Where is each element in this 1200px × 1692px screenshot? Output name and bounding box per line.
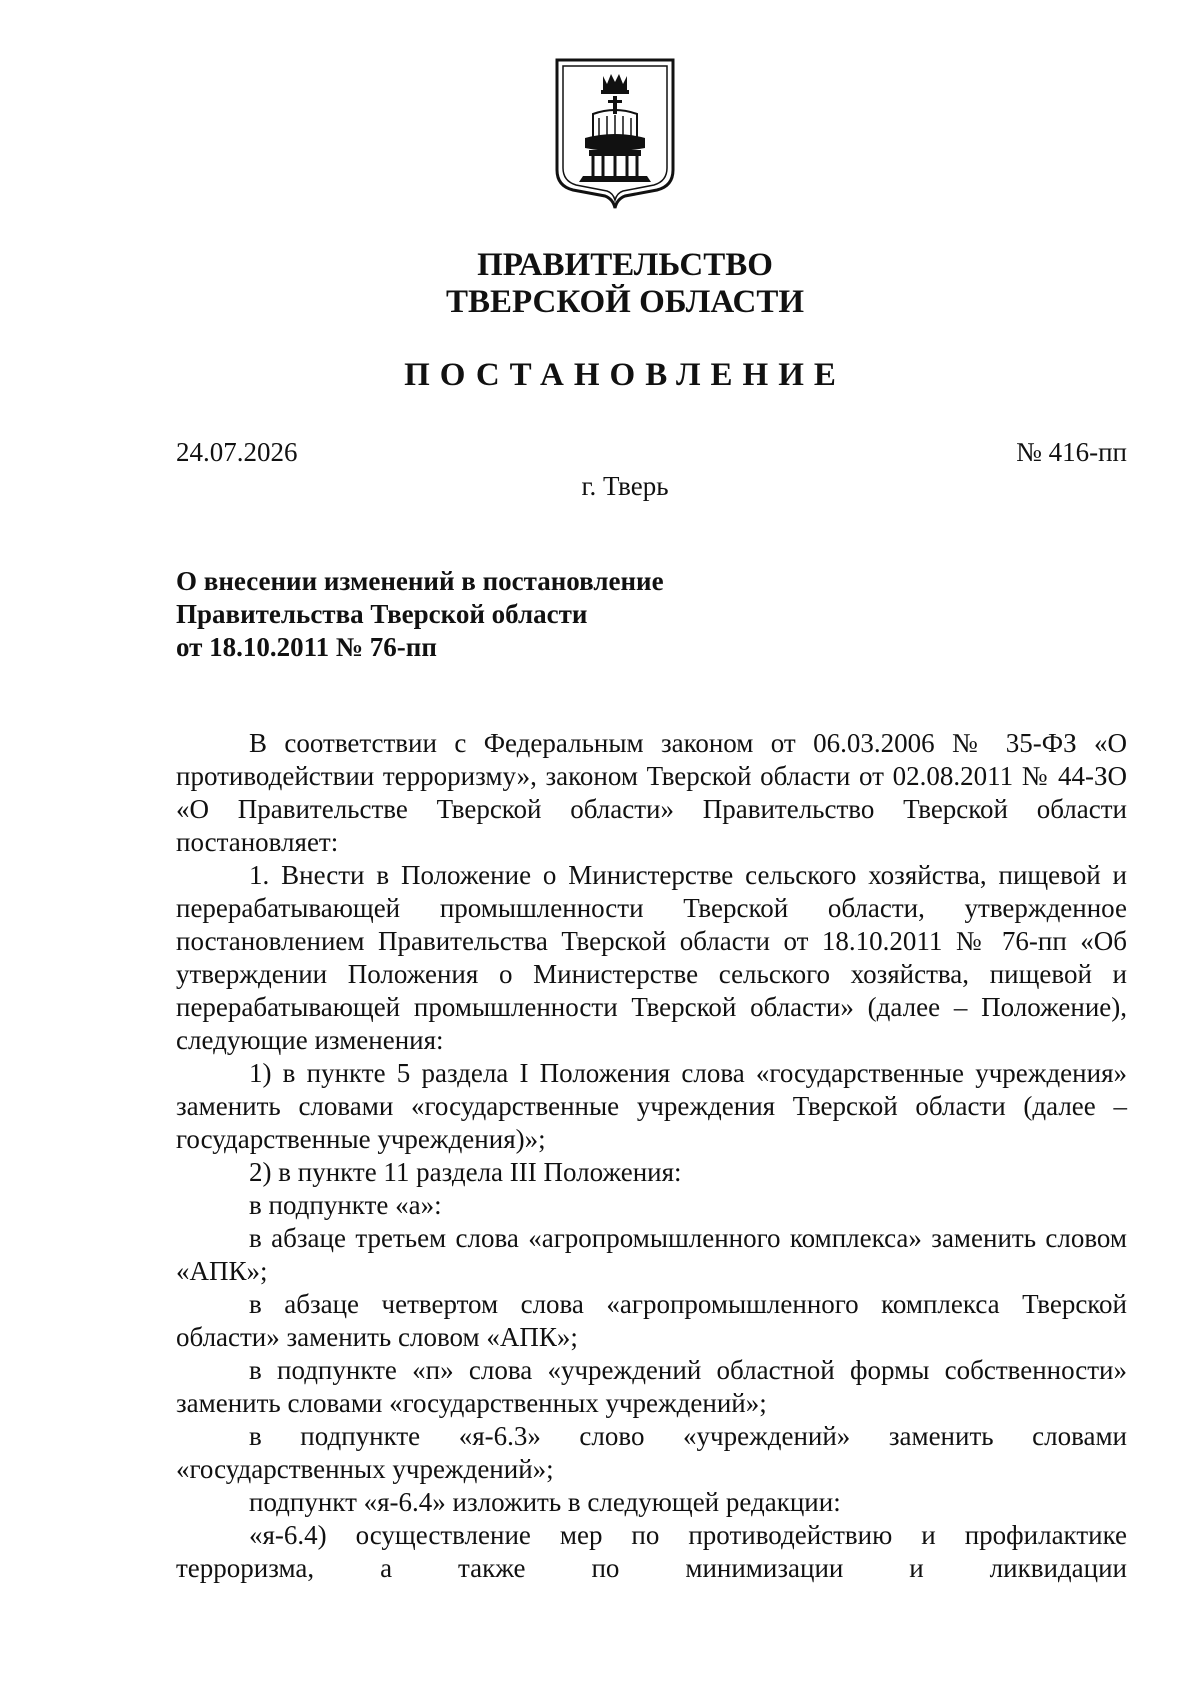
document-body [176, 727, 1127, 1585]
body-paragraph: в подпункте «я-6.3» слово «учреждений» заменить словами «государственных учреждений»; [176, 1421, 1127, 1484]
subject-line1: О внесении изменений в постановление [176, 566, 664, 596]
body-paragraph: 1) в пункте 5 раздела I Положения слова «государственные учреждения» заменить словами «государственные учреждения Тверской области (далее – государственные учреждения)»; [176, 1058, 1127, 1154]
document-city: г. Тверь [581, 471, 669, 501]
body-paragraph: подпункт «я-6.4» изложить в следующей редакции: [249, 1487, 841, 1517]
document-subject [176, 565, 664, 664]
body-paragraph: 2) в пункте 11 раздела III Положения: [249, 1157, 682, 1187]
tver-region-coat-of-arms-icon [553, 58, 677, 210]
body-paragraph: в подпункте «а»: [249, 1190, 442, 1220]
body-paragraph: в абзаце четвертом слова «агропромышленного комплекса Тверской области» заменить словом «АПК»; [176, 1289, 1127, 1352]
document-date: 24.07.2026 [176, 437, 298, 467]
body-paragraph: В соответствии с Федеральным законом от 06.03.2006 № 35-ФЗ «О противодействии терроризму», законом Тверской области от 02.08.2011 № 44-ЗО «О Правительстве Тверской области» Правительство Тверской области постановляет: [176, 728, 1127, 857]
document-type: ПОСТАНОВЛЕНИЕ [404, 357, 846, 393]
body-paragraph: «я-6.4) осуществление мер по противодействию и профилактике терроризма, а также по минимизации и ликвидации [176, 1520, 1127, 1583]
government-title-line2: ТВЕРСКОЙ ОБЛАСТИ [445, 284, 805, 320]
subject-line3: от 18.10.2011 № 76-пп [176, 632, 437, 662]
body-paragraph: 1. Внести в Положение о Министерстве сельского хозяйства, пищевой и перерабатывающей промышленности Тверской области, утвержденное постановлением Правительства Тверской области от 18.10.2011 № 76-пп «Об утверждении Положения о Министерстве сельского хозяйства, пищевой и перерабатывающей промышленности Тверской области» (далее – Положение), следующие изменения: [176, 860, 1127, 1055]
body-paragraph: в абзаце третьем слова «агропромышленного комплекса» заменить словом «АПК»; [176, 1223, 1127, 1286]
body-paragraph: в подпункте «п» слова «учреждений областной формы собственности» заменить словами «государственных учреждений»; [176, 1355, 1127, 1418]
government-title-line1: ПРАВИТЕЛЬСТВО [477, 247, 773, 283]
document-number: № 416-пп [1016, 437, 1127, 467]
subject-line2: Правительства Тверской области [176, 599, 588, 629]
